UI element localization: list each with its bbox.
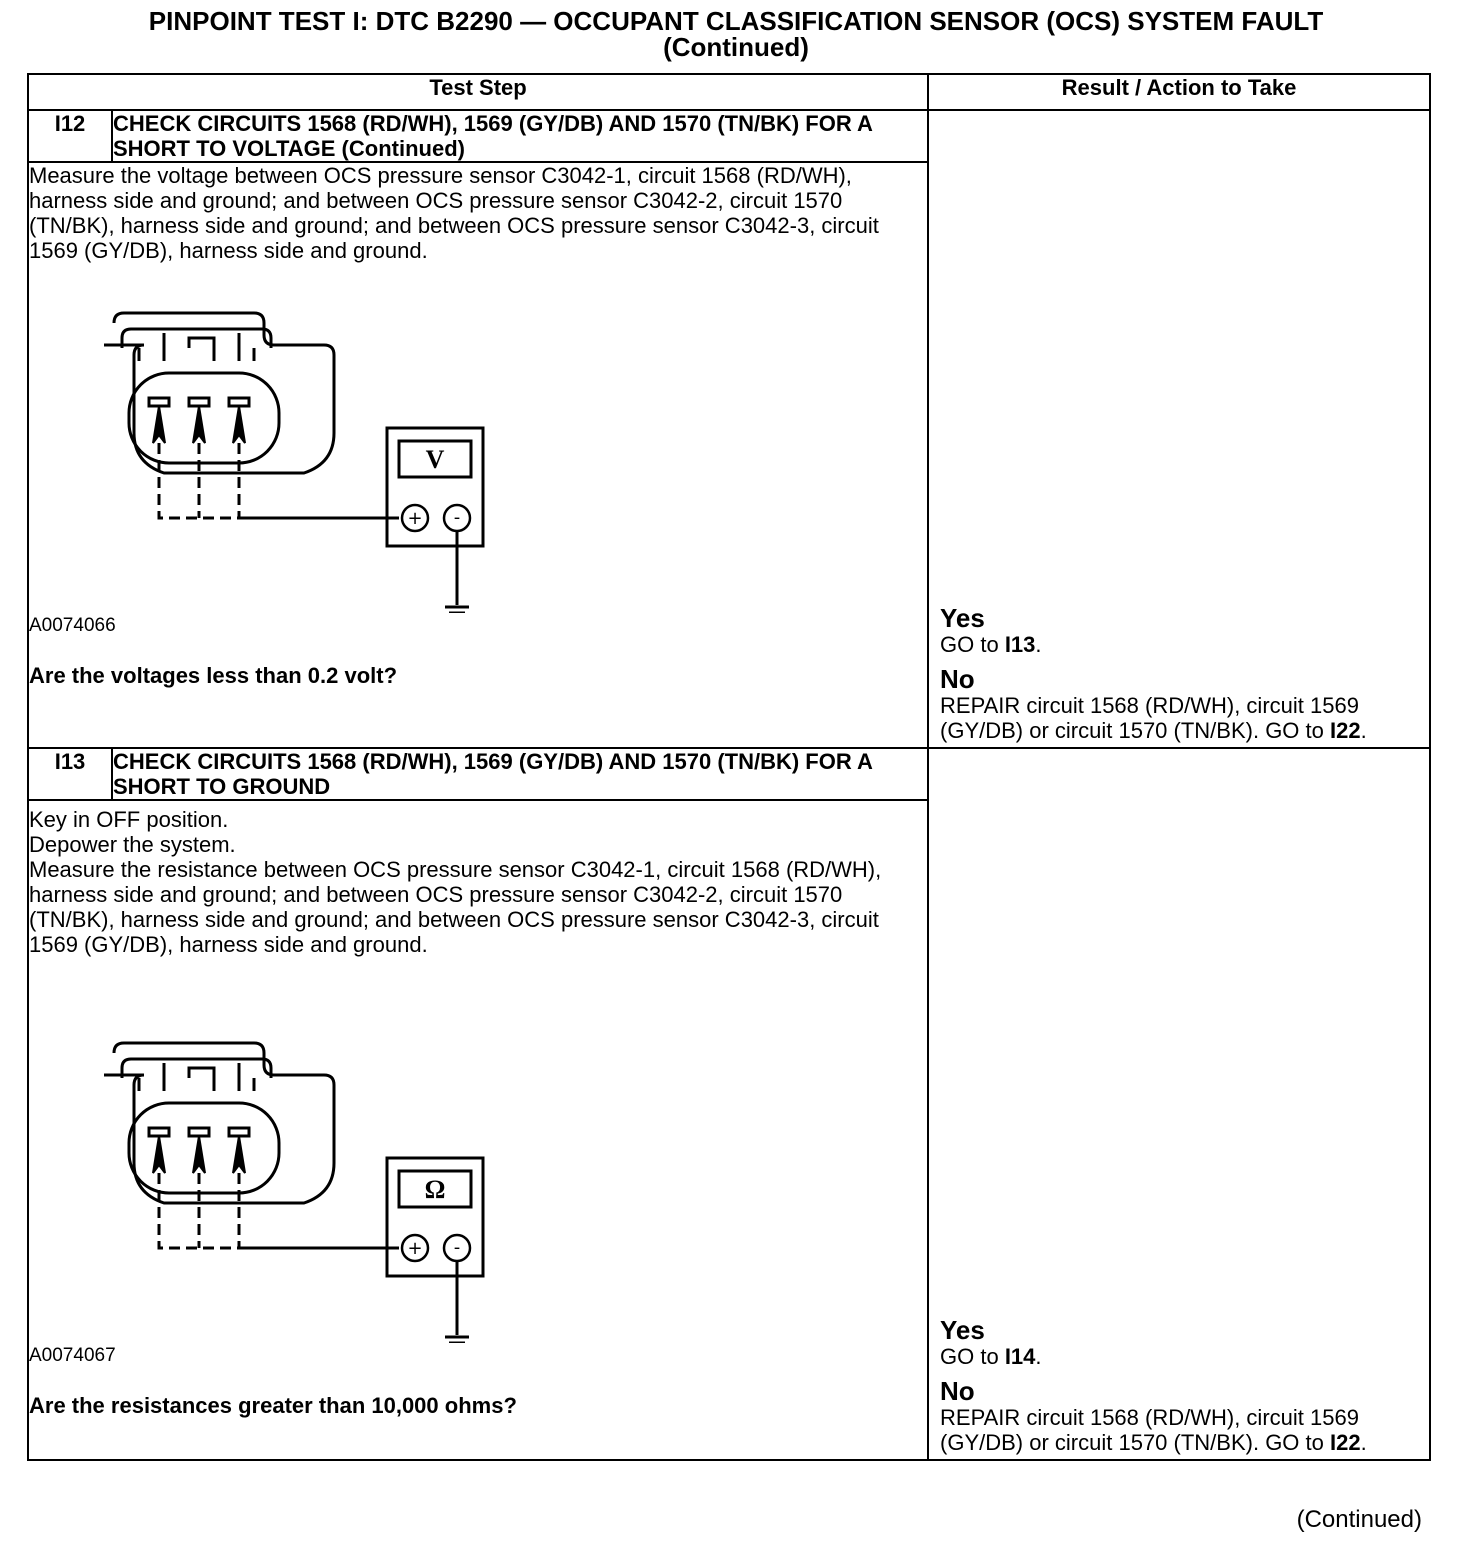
instruction-item: • Depower the system.	[29, 832, 927, 857]
instruction-item: • Key in OFF position.	[29, 807, 927, 832]
pinpoint-test-table	[27, 73, 1431, 1461]
step-number: I13	[28, 748, 112, 800]
step-question: • Are the resistances greater than 10,000 ohms?	[29, 1393, 927, 1418]
step-question: • Are the voltages less than 0.2 volt?	[29, 663, 927, 688]
question-list	[29, 663, 927, 688]
title-line-1: PINPOINT TEST I: DTC B2290 — OCCUPANT CLASSIFICATION SENSOR (OCS) SYSTEM FAULT	[148, 6, 1324, 36]
step-i12-result	[928, 110, 1430, 748]
figure-id: A0074067	[29, 1345, 116, 1366]
header-result-action: Result / Action to Take	[928, 74, 1430, 110]
yes-action: GO to I13.	[940, 632, 1042, 657]
step-heading: CHECK CIRCUITS 1568 (RD/WH), 1569 (GY/DB) AND 1570 (TN/BK) FOR A SHORT TO GROUND	[112, 748, 928, 800]
question-list	[29, 1393, 927, 1418]
continued-note: (Continued)	[1296, 1506, 1422, 1533]
step-body	[28, 800, 928, 1460]
connector-ohmmeter-svg	[29, 1023, 549, 1343]
yes-label: Yes	[940, 603, 985, 633]
instruction-list	[29, 807, 927, 957]
no-target-link[interactable]: I22	[1330, 718, 1361, 743]
svg-text:-: -	[453, 1237, 461, 1258]
page-title	[0, 8, 1472, 60]
yes-label: Yes	[940, 1315, 985, 1345]
step-number: I12	[28, 110, 112, 162]
step-body	[28, 162, 928, 748]
yes-action: GO to I14.	[940, 1344, 1042, 1369]
instruction-item: • Measure the resistance between OCS pressure sensor C3042-1, circuit 1568 (RD/WH), harness side and ground; and between OCS pressure sensor C3042-2, circuit 1570 (TN/BK), harness side and ground; and between OCS pressure sensor C3042-3, circuit 1569 (GY/DB), harness side and ground.	[29, 857, 927, 957]
no-action: REPAIR circuit 1568 (RD/WH), circuit 1569 (GY/DB) or circuit 1570 (TN/BK). GO to I22.	[940, 693, 1367, 743]
step-i13-result	[928, 748, 1430, 1460]
yes-target-link[interactable]: I13	[1004, 632, 1036, 657]
instruction-item: • Measure the voltage between OCS pressure sensor C3042-1, circuit 1568 (RD/WH), harness side and ground; and between OCS pressure sensor C3042-2, circuit 1570 (TN/BK), harness side and ground; and between OCS pressure sensor C3042-3, circuit 1569 (GY/DB), harness side and ground.	[29, 163, 927, 263]
header-test-step: Test Step	[28, 74, 928, 110]
yes-target-link[interactable]: I14	[1004, 1344, 1036, 1369]
svg-text:+: +	[407, 1238, 423, 1259]
voltmeter-diagram	[29, 293, 549, 643]
no-label: No	[940, 664, 975, 694]
step-heading: CHECK CIRCUITS 1568 (RD/WH), 1569 (GY/DB) AND 1570 (TN/BK) FOR A SHORT TO VOLTAGE (Continued)	[112, 110, 928, 162]
svg-text:+: +	[407, 508, 423, 529]
no-label: No	[940, 1376, 975, 1406]
figure-id: A0074066	[29, 615, 116, 636]
table-header-row	[28, 74, 1430, 110]
no-target-link[interactable]: I22	[1330, 1430, 1361, 1455]
no-action: REPAIR circuit 1568 (RD/WH), circuit 1569 (GY/DB) or circuit 1570 (TN/BK). GO to I22.	[940, 1405, 1367, 1455]
instruction-list	[29, 163, 927, 263]
title-line-2: (Continued)	[663, 32, 809, 62]
step-i12-heading-row	[28, 110, 1430, 162]
step-i13-heading-row	[28, 748, 1430, 800]
meter-symbol: V	[425, 445, 445, 474]
ohmmeter-diagram	[29, 1023, 549, 1373]
svg-text:-: -	[453, 507, 461, 528]
meter-symbol: Ω	[424, 1175, 446, 1204]
connector-voltmeter-svg	[29, 293, 549, 613]
